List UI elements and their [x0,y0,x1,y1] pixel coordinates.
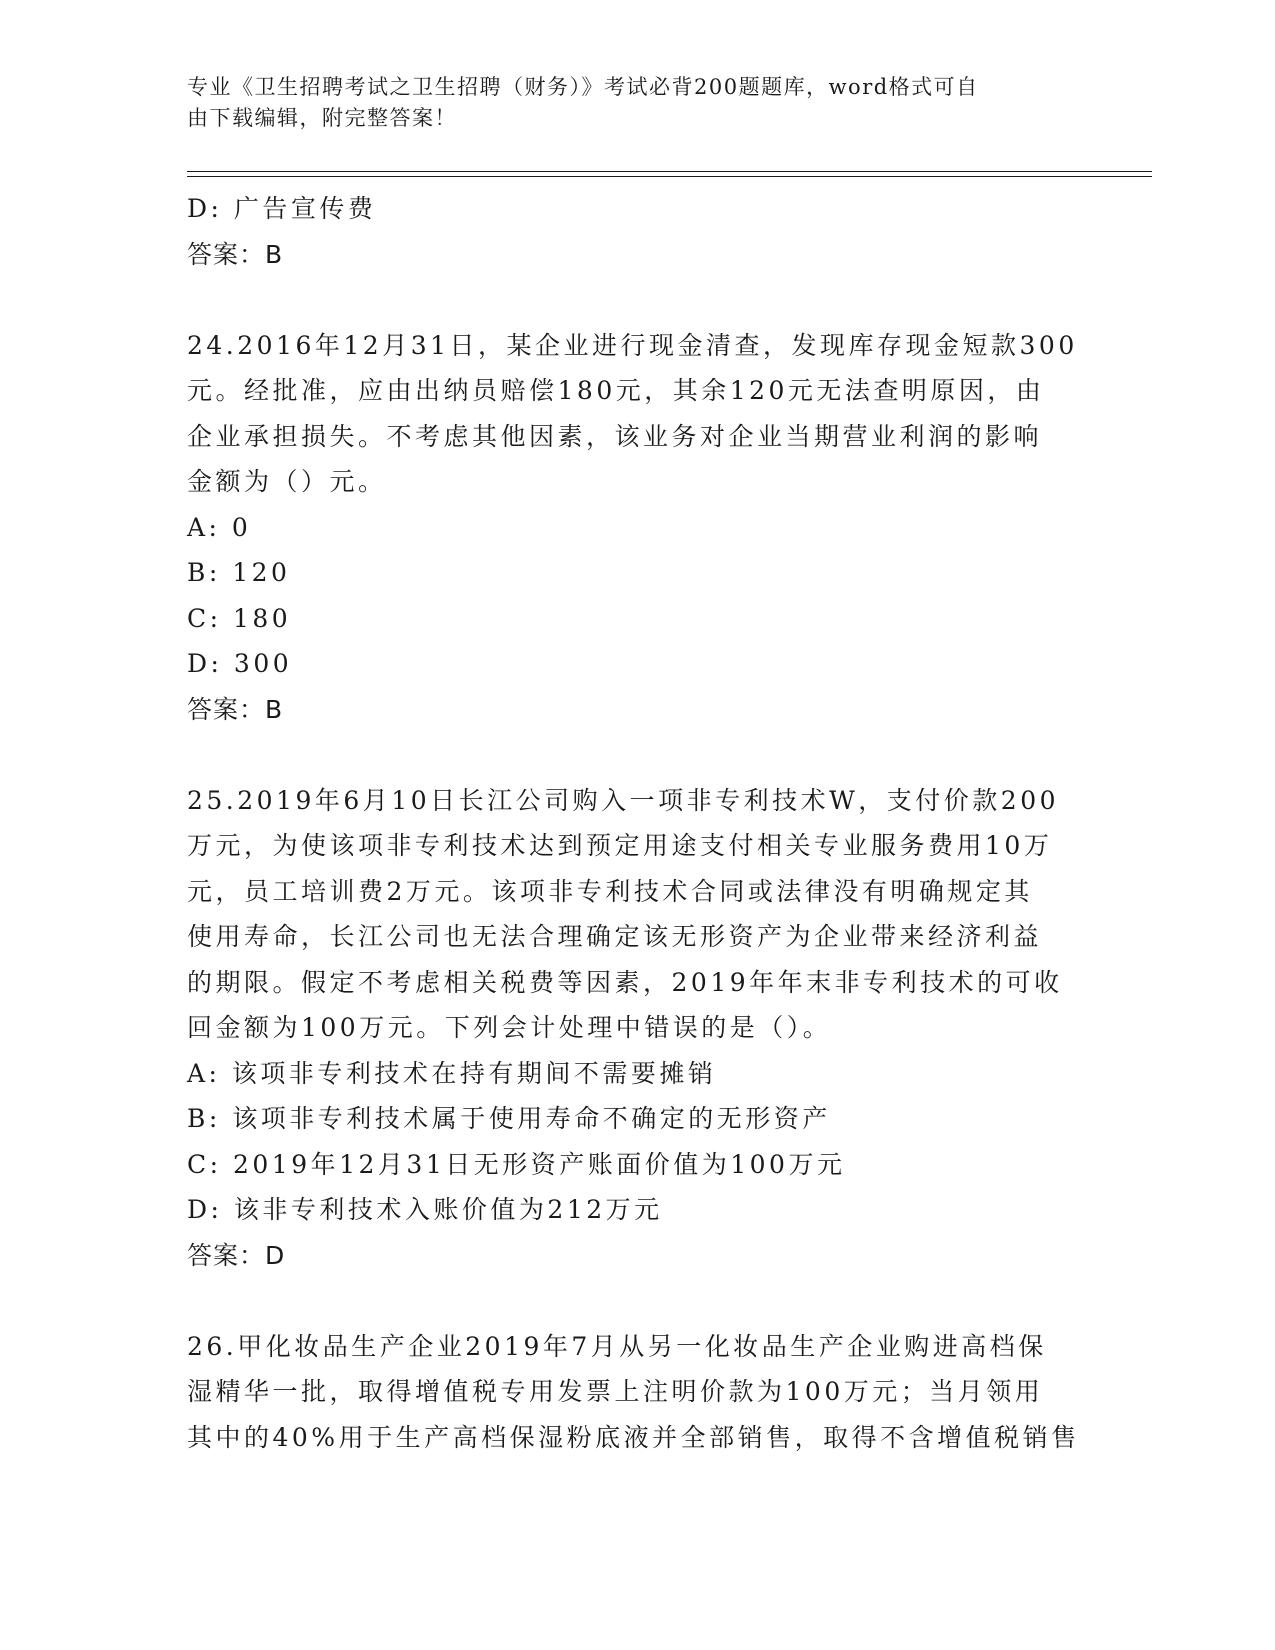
option-a: A: 0 [187,512,252,542]
question-26 [187,1324,1087,1461]
question-stem-line: 25.2019年6月10日长江公司购入一项非专利技术W，支付价款200 [187,785,1060,815]
document-header [187,72,1067,134]
document-body [187,186,1087,1460]
spacer [187,1278,1087,1324]
option-c: C: 180 [187,603,292,633]
question-24 [187,323,1087,733]
question-stem-line: 企业承担损失。不考虑其他因素，该业务对企业当期营业利润的影响 [187,421,1043,451]
answer: 答案：B [187,694,284,724]
header-line-2: 由下载编辑，附完整答案！ [187,106,457,130]
header-rule-bottom [187,176,1152,177]
header-line-1: 专业《卫生招聘考试之卫生招聘（财务）》考试必背200题题库，word格式可自 [187,75,979,99]
option-a: A: 该项非专利技术在持有期间不需要摊销 [187,1058,717,1088]
previous-question [187,186,1087,277]
header-rule-top [187,171,1152,172]
question-stem-line: 24.2016年12月31日，某企业进行现金清查，发现库存现金短款300 [187,330,1078,360]
option-d: D: 300 [187,649,293,678]
answer: 答案：D [187,1240,286,1270]
question-25 [187,778,1087,1279]
question-stem-line: 金额为（）元。 [187,467,387,496]
option-c: C: 2019年12月31日无形资产账面价值为100万元 [187,1149,846,1179]
question-stem-line: 的期限。假定不考虑相关税费等因素，2019年年末非专利技术的可收 [187,967,1063,997]
option-b: B: 该项非专利技术属于使用寿命不确定的无形资产 [187,1104,831,1133]
question-stem-line: 元。经批准，应由出纳员赔偿180元，其余120元无法查明原因，由 [187,376,1045,405]
option-d: D: 广告宣传费 [187,194,377,223]
option-b: B: 120 [187,558,291,587]
spacer [187,277,1087,323]
question-stem-line: 26.甲化妆品生产企业2019年7月从另一化妆品生产企业购进高档保 [187,1331,1047,1361]
question-stem-line: 万元，为使该项非专利技术达到预定用途支付相关专业服务费用10万 [187,831,1053,860]
spacer [187,732,1087,778]
answer: 答案：B [187,239,284,269]
question-stem-line: 回金额为100万元。下列会计处理中错误的是（）。 [187,1013,832,1042]
question-stem-line: 元，员工培训费2万元。该项非专利技术合同或法律没有明确规定其 [187,876,1033,906]
question-stem-line: 使用寿命，长江公司也无法合理确定该无形资产为企业带来经济利益 [187,922,1043,951]
option-d: D: 该非专利技术入账价值为212万元 [187,1195,663,1224]
question-stem-line: 其中的40%用于生产高档保湿粉底液并全部销售，取得不含增值税销售 [187,1422,1080,1452]
question-stem-line: 湿精华一批，取得增值税专用发票上注明价款为100万元；当月领用 [187,1377,1044,1406]
